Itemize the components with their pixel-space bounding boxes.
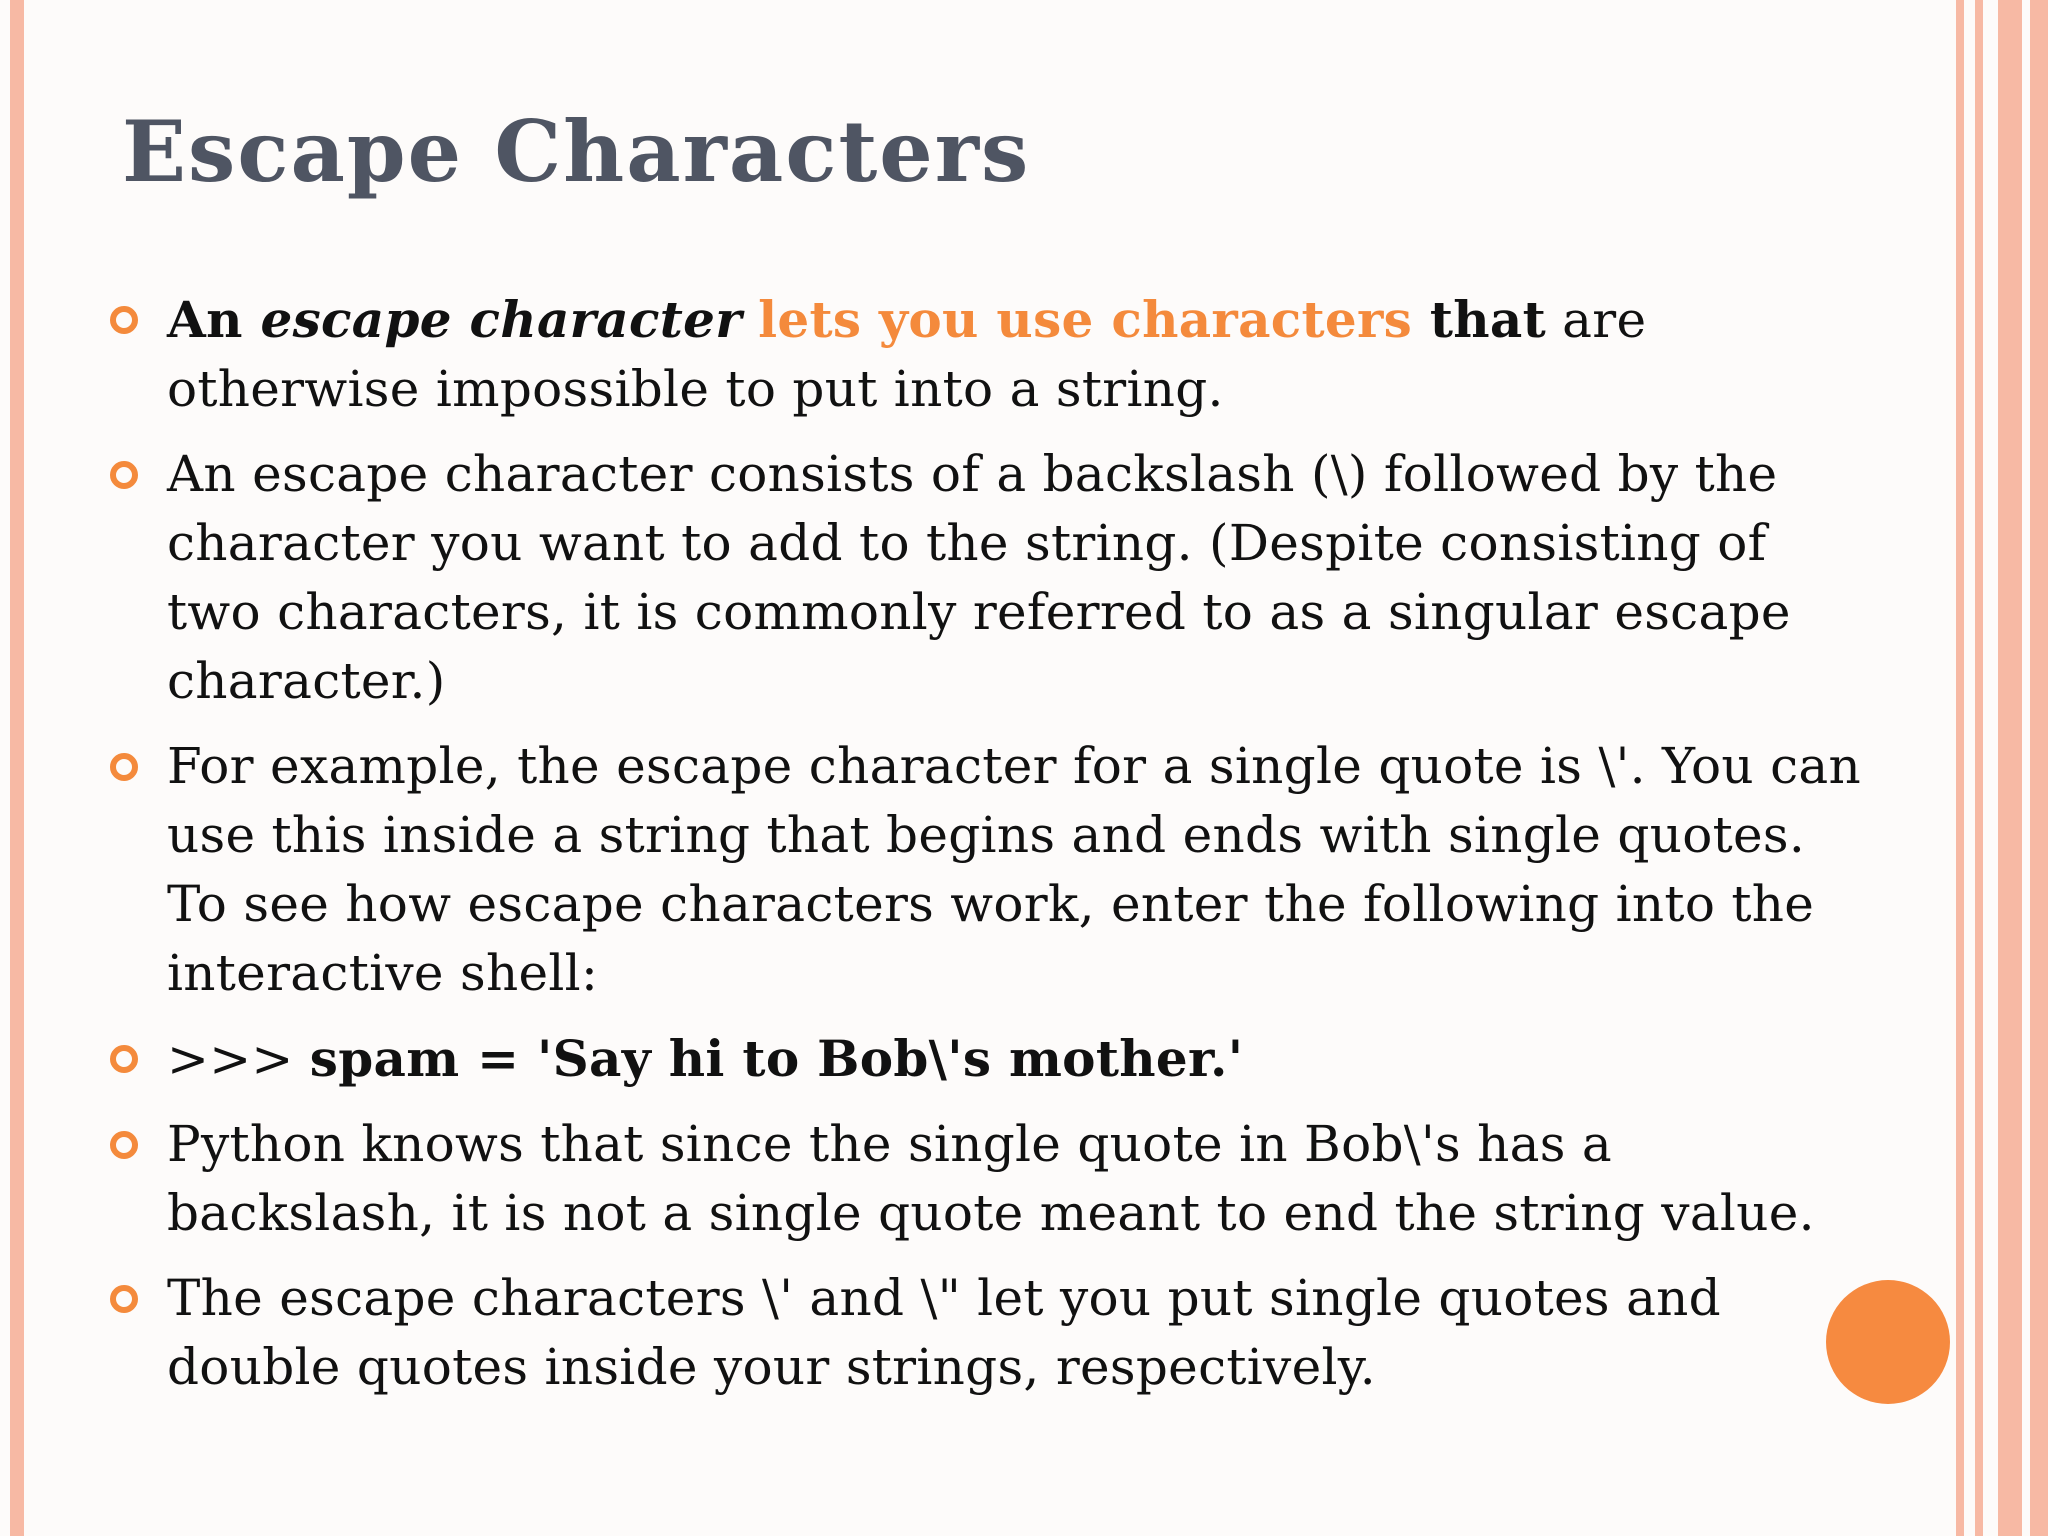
bullet-space: [742, 291, 758, 349]
right-decorative-stripe: [1956, 0, 1964, 1536]
bullet-text: are otherwise impossible to put into a string.: [167, 291, 1647, 418]
bullet-item: [100, 732, 1870, 1008]
bullet-text: Python knows that since the single quote in Bob\'s has a backslash, it is not a single quote meant to end the string value.: [167, 1115, 1815, 1242]
bullet-that: that: [1412, 290, 1546, 349]
bullet-text: The escape characters \' and \" let you put single quotes and double quotes inside your strings, respectively.: [167, 1269, 1721, 1396]
bullet-circle-icon: [110, 1045, 138, 1073]
bullet-term: escape character: [260, 290, 742, 349]
bullet-lead: An: [167, 290, 261, 349]
bullet-item: [100, 1110, 1870, 1248]
bullet-item: [100, 440, 1870, 716]
decorative-circle-icon: [1826, 1280, 1950, 1404]
bullet-item: [100, 1024, 1870, 1094]
bullet-circle-icon: [110, 753, 138, 781]
right-decorative-stripe: [2030, 0, 2048, 1536]
bullet-item: [100, 1264, 1870, 1402]
bullet-text: An escape character consists of a backslash (\) followed by the character you want to add to the string. (Despite consisting of two characters, it is commonly referred to as a singular escape character.): [167, 445, 1791, 710]
bullet-highlight: lets you use characters: [758, 290, 1413, 349]
bullet-circle-icon: [110, 1285, 138, 1313]
right-decorative-stripe: [1975, 0, 1983, 1536]
left-decorative-stripe: [10, 0, 24, 1536]
code-prompt: >>>: [167, 1030, 310, 1088]
code-example: spam = 'Say hi to Bob\'s mother.': [309, 1029, 1244, 1088]
bullet-text: For example, the escape character for a single quote is \'. You can use this inside a string that begins and ends with single quotes. To see how escape characters work, enter the following into the interactive shell:: [167, 737, 1862, 1002]
bullet-circle-icon: [110, 306, 138, 334]
bullet-list: [100, 285, 1870, 1418]
bullet-circle-icon: [110, 1131, 138, 1159]
right-decorative-stripe: [1998, 0, 2022, 1536]
bullet-item: [100, 285, 1870, 424]
bullet-circle-icon: [110, 461, 138, 489]
slide-title: Escape Characters: [122, 102, 1031, 201]
